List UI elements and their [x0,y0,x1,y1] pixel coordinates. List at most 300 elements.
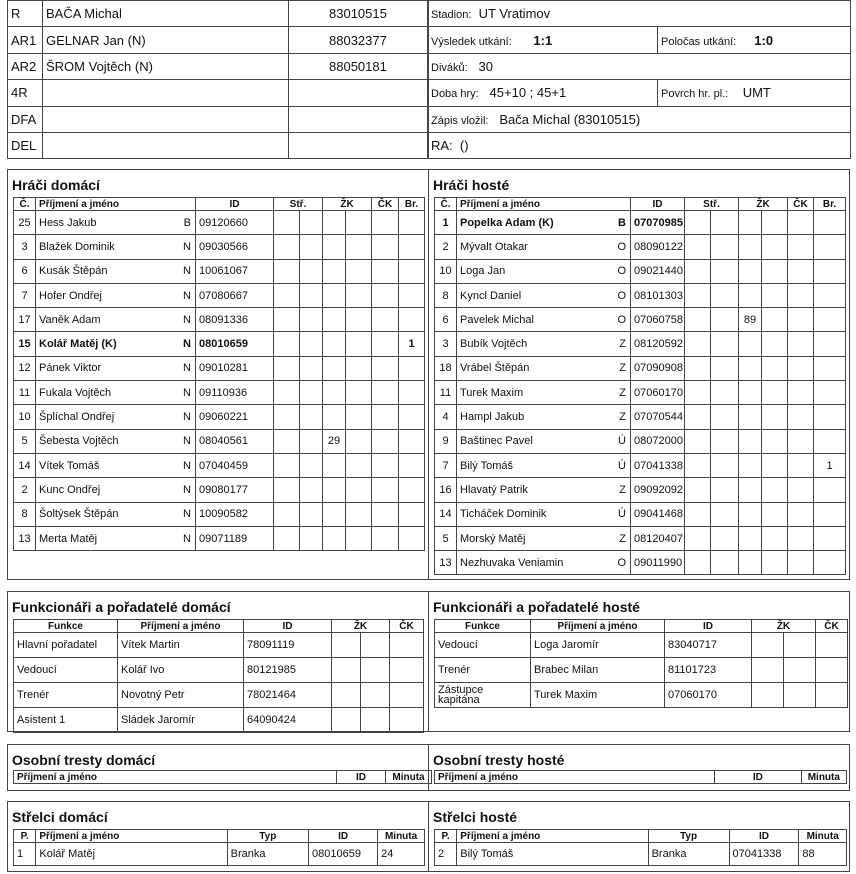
player-number: 2 [14,478,36,502]
player-name-cell [36,356,196,380]
col-id: ID [244,620,332,633]
official-name: Kolář Ivo [118,658,244,683]
referee-row [8,80,429,106]
player-number: 10 [435,259,457,283]
col-type: Typ [227,830,308,843]
col-minute: Minuta [799,830,847,843]
player-row [14,235,425,259]
player-goals [814,308,846,332]
player-yellow-1 [323,381,346,405]
col-p: P. [14,830,36,843]
col-name: Příjmení a jméno [531,620,665,633]
player-row [14,332,425,356]
players-home-table [13,197,425,551]
player-goals [814,259,846,283]
player-id: 09092092 [631,478,685,502]
player-shots-2 [300,429,323,453]
official-yellow-2 [784,633,816,658]
player-yellow-1 [739,551,762,575]
player-shots [685,502,711,526]
player-name-cell [457,453,631,477]
official-row [435,683,848,708]
player-name-cell [457,356,631,380]
player-yellow-1 [739,283,762,307]
player-shots [685,308,711,332]
player-shots-2 [300,235,323,259]
player-goals [399,283,425,307]
col-name: Příjmení a jméno [457,198,631,211]
player-yellow-2 [346,429,372,453]
surface-value: UMT [742,85,771,101]
player-yellow-2 [346,211,372,235]
player-id: 08101303 [631,283,685,307]
player-id: 09030566 [196,235,274,259]
ra-value: () [459,138,469,154]
col-number: Č. [14,198,36,211]
player-red [372,211,399,235]
official-id: 80121985 [244,658,332,683]
official-name: Loga Jaromír [531,633,665,658]
official-red [816,658,848,683]
player-number: 5 [435,526,457,550]
player-name-cell [457,235,631,259]
scorer-row [435,843,847,866]
player-name: Ticháček Dominik [460,508,547,521]
player-id: 09041468 [631,502,685,526]
player-name-cell [457,526,631,550]
player-name: Fukala Vojtěch [39,386,112,399]
player-position: N [183,508,191,521]
spectators-label: Diváků: [431,61,468,74]
col-yellow: ŽK [332,620,390,633]
col-name: Příjmení a jméno [457,830,648,843]
player-goals [399,453,425,477]
player-yellow-1 [739,405,762,429]
official-function: Trenér [435,658,531,683]
player-number: 6 [14,259,36,283]
player-yellow-1 [739,381,762,405]
player-red [372,478,399,502]
player-row [14,405,425,429]
referee-role: AR2 [8,53,43,79]
col-name: Příjmení a jméno [118,620,244,633]
player-red [788,502,814,526]
player-name-cell [36,235,196,259]
player-shots [274,381,300,405]
penalties-home-section [7,744,429,791]
col-red: ČK [372,198,399,211]
player-name: Vaněk Adam [39,313,101,326]
player-shots-2 [300,526,323,550]
player-yellow-1 [739,332,762,356]
player-row [435,405,846,429]
scorer-name: Bilý Tomáš [457,843,648,866]
scorer-id: 07041338 [729,843,799,866]
player-position: N [183,411,191,424]
player-id: 09010281 [196,356,274,380]
player-shots [274,405,300,429]
player-yellow-2 [762,332,788,356]
player-name-cell [457,551,631,575]
player-name: Loga Jan [460,265,506,278]
player-name: Šebesta Vojtěch [39,435,119,448]
penalties-away-table [434,770,847,784]
official-red [816,633,848,658]
player-goals [399,478,425,502]
official-id: 78021464 [244,683,332,708]
player-number: 25 [14,211,36,235]
player-yellow-1 [323,453,346,477]
player-shots [274,478,300,502]
player-position: Z [619,411,626,424]
scorer-period: 2 [435,843,457,866]
player-row [14,308,425,332]
col-minute: Minuta [378,830,425,843]
player-shots-2 [300,283,323,307]
official-name: Brabec Milan [531,658,665,683]
player-goals [399,381,425,405]
player-row [435,502,846,526]
player-id: 07070544 [631,405,685,429]
player-name-cell [36,405,196,429]
scorer-minute: 24 [378,843,425,866]
player-name: Nezhuvaka Veniamin [460,556,564,569]
player-position: O [617,265,626,278]
player-shots [685,551,711,575]
player-shots-2 [711,332,739,356]
player-row [14,526,425,550]
player-yellow-2 [762,235,788,259]
referee-role: DFA [8,106,43,132]
player-position: B [618,216,626,229]
player-number: 9 [435,429,457,453]
player-id: 08090122 [631,235,685,259]
player-position: N [183,289,191,302]
player-goals [399,259,425,283]
player-name-cell [457,405,631,429]
player-row [435,259,846,283]
player-goals [399,235,425,259]
player-yellow-2 [762,551,788,575]
player-shots [685,356,711,380]
player-position: Z [619,532,626,545]
player-red [788,429,814,453]
official-name: Sládek Jaromír [118,708,244,733]
scorers-home-title: Střelci domácí [12,809,108,825]
referee-role: R [8,1,43,27]
player-shots-2 [711,283,739,307]
officials-home-section [7,591,429,732]
entered-by-cell [428,106,851,132]
player-shots-2 [711,405,739,429]
player-row [435,211,846,235]
player-id: 09120660 [196,211,274,235]
player-red [372,502,399,526]
scorer-type: Branka [648,843,729,866]
player-yellow-1 [323,405,346,429]
player-number: 15 [14,332,36,356]
player-id: 07070985 [631,211,685,235]
penalties-away-section [428,744,850,791]
player-position: N [183,483,191,496]
player-position: O [617,313,626,326]
player-position: N [183,459,191,472]
player-id: 09110936 [196,381,274,405]
player-row [435,429,846,453]
referee-id: 88050181 [289,53,429,79]
player-shots-2 [711,235,739,259]
player-goals: 1 [399,332,425,356]
player-name: Kolář Matěj (K) [39,338,117,351]
player-shots-2 [711,478,739,502]
player-id: 07060170 [631,381,685,405]
player-shots-2 [300,381,323,405]
player-shots-2 [711,551,739,575]
player-yellow-2 [346,405,372,429]
col-yellow: ŽK [739,198,788,211]
player-position: O [617,556,626,569]
scorer-minute: 88 [799,843,847,866]
official-function: Asistent 1 [14,708,118,733]
player-number: 3 [435,332,457,356]
player-id: 08010659 [196,332,274,356]
player-shots [685,429,711,453]
player-yellow-2 [762,356,788,380]
col-goals: Br. [399,198,425,211]
player-row [14,478,425,502]
player-shots-2 [300,405,323,429]
player-row [435,478,846,502]
player-name-cell [36,308,196,332]
player-name: Kusák Štěpán [39,265,108,278]
officials-home-table [13,619,424,733]
player-position: Ú [618,508,626,521]
player-yellow-2 [346,453,372,477]
surface-label: Povrch hr. pl.: [661,88,729,101]
player-name-cell [36,283,196,307]
referee-row [8,1,429,27]
officials-away-section [428,591,850,732]
player-yellow-2 [762,308,788,332]
referee-row [8,132,429,158]
official-function: Trenér [14,683,118,708]
player-goals: 1 [814,453,846,477]
player-goals [814,405,846,429]
official-yellow-2 [784,683,816,708]
player-yellow-1 [323,332,346,356]
player-row [435,526,846,550]
official-red [390,708,424,733]
player-shots-2 [711,429,739,453]
col-yellow: ŽK [323,198,372,211]
official-function: Vedoucí [435,633,531,658]
player-shots [685,478,711,502]
official-row [435,658,848,683]
player-row [435,308,846,332]
player-row [14,283,425,307]
player-yellow-2 [762,526,788,550]
player-position: B [183,216,191,229]
official-id: 78091119 [244,633,332,658]
player-shots [685,405,711,429]
official-row [435,633,848,658]
player-red [372,283,399,307]
duration-cell [428,80,658,106]
referee-id [289,80,429,106]
player-yellow-1 [323,308,346,332]
player-number: 16 [435,478,457,502]
player-red [788,526,814,550]
player-id: 08120592 [631,332,685,356]
player-position: Z [619,338,626,351]
player-yellow-1 [739,526,762,550]
player-name-cell [457,478,631,502]
player-yellow-2 [762,453,788,477]
player-shots [685,283,711,307]
player-row [14,259,425,283]
referee-role: AR1 [8,27,43,53]
player-goals [814,381,846,405]
player-goals [814,283,846,307]
official-name: Vítek Martin [118,633,244,658]
player-red [372,259,399,283]
player-goals [814,526,846,550]
player-number: 14 [14,453,36,477]
official-id: 83040717 [665,633,752,658]
referee-name: GELNAR Jan (N) [43,27,289,53]
player-name: Hlavatý Patrik [460,483,528,496]
player-position: O [617,289,626,302]
player-yellow-2 [762,405,788,429]
player-number: 7 [435,453,457,477]
player-position: Z [619,386,626,399]
player-id: 10061067 [196,259,274,283]
official-red [390,683,424,708]
player-shots-2 [711,356,739,380]
player-red [788,405,814,429]
duration-label: Doba hry: [431,88,479,101]
player-id: 08091336 [196,308,274,332]
player-id: 07080667 [196,283,274,307]
player-id: 09060221 [196,405,274,429]
col-function: Funkce [435,620,531,633]
player-red [788,551,814,575]
player-position: N [183,240,191,253]
player-yellow-2 [762,429,788,453]
referees-table [7,0,429,159]
player-yellow-2 [346,332,372,356]
player-number: 5 [14,429,36,453]
official-yellow-1 [332,683,361,708]
player-shots-2 [300,453,323,477]
player-name-cell [36,332,196,356]
player-number: 13 [14,526,36,550]
official-id: 64090424 [244,708,332,733]
player-goals [399,356,425,380]
player-red [372,235,399,259]
player-goals [399,211,425,235]
penalties-away-title: Osobní tresty hosté [433,752,565,768]
official-function: Zástupce kapitána [435,683,531,708]
player-yellow-1 [739,211,762,235]
stadion-label: Stadion: [431,9,472,22]
player-number: 10 [14,405,36,429]
halftime-label: Poločas utkání: [661,35,737,48]
player-yellow-1 [323,259,346,283]
player-name: Pavelek Michal [460,313,534,326]
player-shots-2 [300,478,323,502]
scorer-period: 1 [14,843,36,866]
player-id: 07090908 [631,356,685,380]
player-shots-2 [711,211,739,235]
player-name: Mývalt Otakar [460,240,528,253]
player-yellow-2 [762,211,788,235]
player-red [788,308,814,332]
player-number: 4 [435,405,457,429]
player-shots-2 [300,211,323,235]
player-yellow-2 [762,502,788,526]
player-goals [814,235,846,259]
player-shots [685,381,711,405]
player-row [435,551,846,575]
player-shots-2 [711,453,739,477]
player-red [372,405,399,429]
player-name-cell [457,332,631,356]
player-red [372,526,399,550]
player-red [372,453,399,477]
player-position: N [183,265,191,278]
entered-by-value: Bača Michal (83010515) [499,111,641,127]
player-red [372,356,399,380]
player-row [435,332,846,356]
player-yellow-2 [346,502,372,526]
player-shots [685,235,711,259]
referee-row [8,27,429,53]
player-red [372,308,399,332]
player-shots [274,502,300,526]
player-yellow-1 [739,502,762,526]
col-function: Funkce [14,620,118,633]
player-shots-2 [711,308,739,332]
player-number: 13 [435,551,457,575]
col-p: P. [435,830,457,843]
player-id: 09011990 [631,551,685,575]
official-red [816,683,848,708]
officials-away-table [434,619,848,708]
player-number: 2 [435,235,457,259]
official-name: Turek Maxim [531,683,665,708]
player-number: 8 [14,502,36,526]
official-yellow-1 [332,658,361,683]
player-shots-2 [300,332,323,356]
official-row [14,658,424,683]
referee-name [43,80,289,106]
player-position: N [183,532,191,545]
result-label: Výsledek utkání: [431,35,512,48]
player-name-cell [36,211,196,235]
player-shots [685,259,711,283]
spectators-cell [428,53,851,79]
player-yellow-2 [346,478,372,502]
player-goals [399,308,425,332]
official-yellow-2 [361,683,390,708]
player-name-cell [36,259,196,283]
official-yellow-1 [332,633,361,658]
player-name: Kyncl Daniel [460,289,522,302]
match-info-table [427,0,851,159]
col-minute: Minuta [801,771,846,784]
player-name: Popelka Adam (K) [460,216,554,229]
